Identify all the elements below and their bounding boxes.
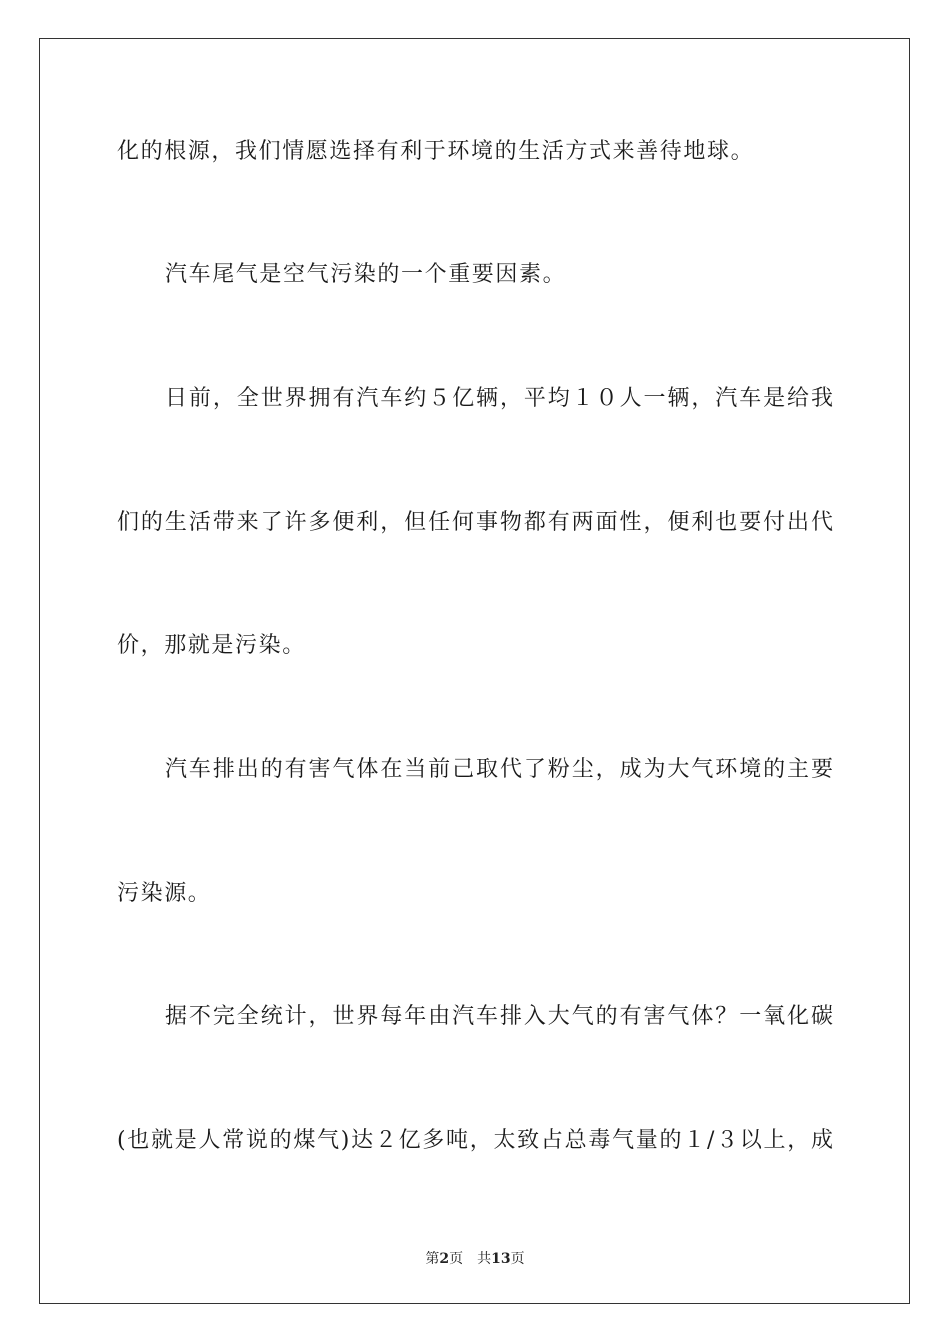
text-line-9: (也就是人常说的煤气)达２亿多吨，太致占总毒气量的１/３以上，成 <box>117 1128 833 1153</box>
text-line-5: 价，那就是污染。 <box>117 633 306 658</box>
text-line-8: 据不完全统计，世界每年由汽车排入大气的有害气体？一氧化碳 <box>165 1004 833 1029</box>
footer-total-suffix: 页 <box>510 1251 525 1267</box>
footer-page-number: 2 <box>439 1251 450 1267</box>
text-line-2: 汽车尾气是空气污染的一个重要因素。 <box>165 262 567 287</box>
text-line-4: 们的生活带来了许多便利，但任何事物都有两面性，便利也要付出代 <box>117 510 833 535</box>
text-line-7: 污染源。 <box>117 881 212 906</box>
footer-total-pages: 13 <box>491 1251 511 1267</box>
page-border <box>39 38 910 1304</box>
footer-page-prefix: 第 <box>425 1251 440 1267</box>
text-line-6: 汽车排出的有害气体在当前己取代了粉尘，成为大气环境的主要 <box>165 757 833 782</box>
footer-total-prefix: 共 <box>477 1251 492 1267</box>
page-footer <box>0 1248 950 1268</box>
footer-page-suffix: 页 <box>449 1251 464 1267</box>
text-line-3: 日前，全世界拥有汽车约５亿辆，平均１０人一辆，汽车是给我 <box>165 386 833 411</box>
text-line-1: 化的根源，我们情愿选择有利于环境的生活方式来善待地球。 <box>117 139 755 164</box>
